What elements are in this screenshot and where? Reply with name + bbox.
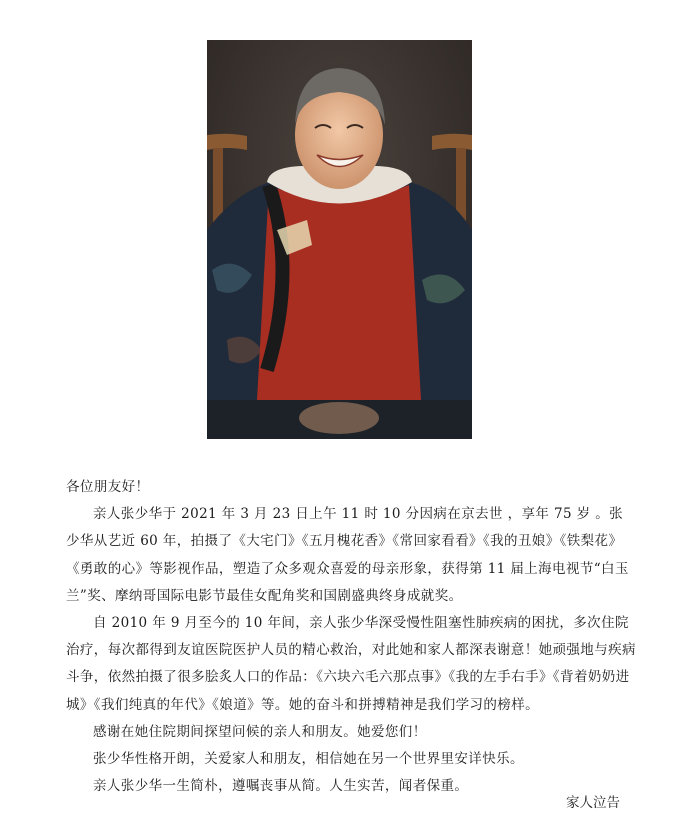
greeting: 各位朋友好！ — [66, 479, 150, 495]
paragraph-character: 张少华性格开朗，关爱家人和朋友，相信她在另一个世界里安详快乐。 — [93, 751, 524, 768]
obituary-text — [66, 474, 636, 800]
paragraph-funeral: 亲人张少华一生简朴，遵嘱丧事从简。人生实苦，闻者保重。 — [93, 778, 469, 795]
paragraph-illness: 自 2010 年 9 月至今的 10 年间，亲人张少华深受慢性阻塞性肺疾病的困扰，多次住院治疗，每次都得到友谊医院医护人员的精心救治，对此她和家人都深表谢意！她顽强地与疾病斗争，依然拍摄了很多脍炙人口的作品：《六块六毛六那点事》《我的左手右手》《背着奶奶进城》《我们纯真的年代》《娘道》等。她的奋斗和拼搏精神是我们学习的榜样。 — [66, 615, 636, 713]
paragraph-career: 亲人张少华于 2021 年 3 月 23 日上午 11 时 10 分因病在京去世 ，享年 75 岁 。张少华从艺近 60 年，拍摄了《大宅门》《五月槐花香》《常回家看看》《我的丑娘》《铁梨花》《勇敢的心》等影视作品，塑造了众多观众喜爱的母亲形象，获得第 11 届上海电视节“白玉兰”奖、摩纳哥国际电影节最佳女配角奖和国剧盛典终身成就奖。 — [66, 506, 629, 604]
portrait-image — [207, 40, 472, 439]
signature: 家人泣告 — [566, 795, 620, 811]
paragraph-thanks: 感谢在她住院期间探望问候的亲人和朋友。她爱您们！ — [93, 723, 427, 740]
portrait-photo — [207, 40, 472, 439]
